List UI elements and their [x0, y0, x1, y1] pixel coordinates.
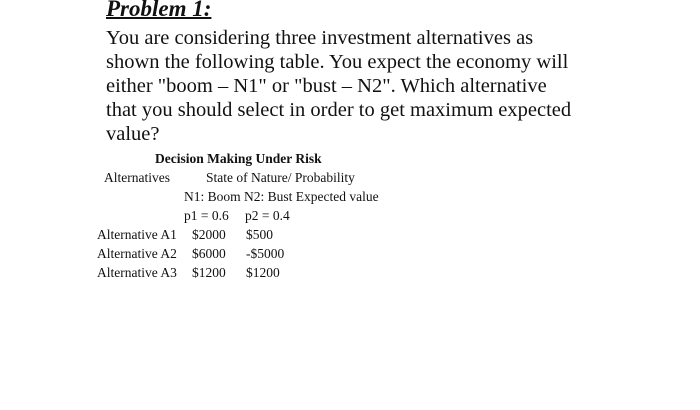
alternatives-header: Alternatives	[104, 170, 170, 185]
cell-n2: -$5000	[246, 246, 285, 261]
state-of-nature-header: State of Nature/ Probability	[206, 170, 355, 185]
row-label: Alternative A1	[97, 227, 177, 242]
probability-p1: p1 = 0.6	[184, 208, 229, 223]
statement-line: shown the following table. You expect the economy will	[106, 51, 569, 73]
outcome-column-headers: N1: Boom N2: Bust Expected value	[184, 189, 379, 204]
row-label: Alternative A2	[97, 246, 177, 261]
problem-statement	[106, 26, 666, 146]
statement-line: either "boom – N1" or "bust – N2". Which alternative	[106, 75, 547, 97]
cell-n1: $6000	[192, 246, 226, 261]
cell-n1: $1200	[192, 265, 226, 280]
statement-line: that you should select in order to get maximum expected	[106, 99, 572, 121]
probability-p2: p2 = 0.4	[245, 208, 290, 223]
statement-line: You are considering three investment alternatives as	[106, 27, 534, 49]
cell-n1: $2000	[192, 227, 226, 242]
cell-n2: $1200	[246, 265, 280, 280]
statement-line: value?	[106, 123, 160, 145]
row-label: Alternative A3	[97, 265, 177, 280]
cell-n2: $500	[246, 227, 273, 242]
problem-title: Problem 1:	[106, 0, 212, 21]
table-title: Decision Making Under Risk	[155, 151, 322, 166]
